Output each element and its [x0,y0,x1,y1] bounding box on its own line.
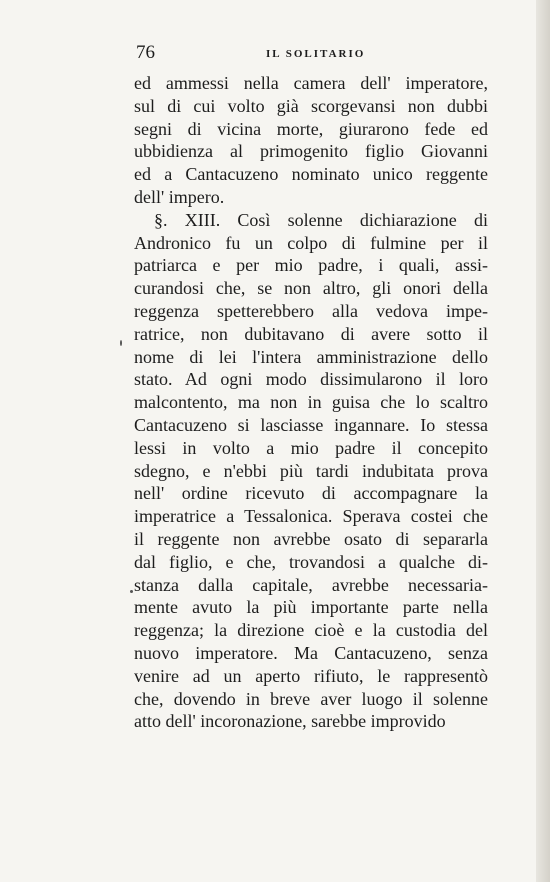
text-line: ed ammessi nella camera dell' imperatore, [134,73,488,93]
text-line: dell' impero. [134,186,225,207]
print-speck [130,590,133,593]
text-line: ed a Cantacuzeno nominato unico reggente [134,164,488,185]
text-line: reggenza spetterebbero alla vedova impe- [134,300,488,321]
text-line: atto dell' incoronazione, sarebbe improvido [134,711,446,732]
text-line: §. XIII. Così solenne dichiarazione di [154,209,488,230]
body-text [134,72,488,733]
text-line: sul di cui volto già scorgevansi non dubbi [134,95,488,116]
page-edge-shadow [536,0,550,882]
text-line: malcontento, ma non in guisa che lo scaltro [134,392,488,413]
text-line: ratrice, non dubitavano di avere sotto il [134,323,488,344]
text-line: stato. Ad ogni modo dissimularono il loro [134,369,488,390]
print-speck [120,340,122,346]
text-line: dal figlio, e che, trovandosi a qualche di- [134,551,488,572]
running-head: IL SOLITARIO [266,48,366,60]
paragraph-1 [134,72,488,209]
text-line: reggenza; la direzione cioè e la custodia del [134,620,488,641]
page-number: 76 [136,42,155,63]
text-line: mente avuto la più importante parte nella [134,597,488,618]
paragraph-2 [134,209,488,733]
text-line: imperatrice a Tessalonica. Sperava costei che [134,506,488,527]
text-line: Cantacuzeno si lasciasse ingannare. Io stessa [134,414,488,435]
text-line: segni di vicina morte, giurarono fede ed [134,118,488,139]
text-line: sdegno, e n'ebbi più tardi indubitata prova [134,460,488,481]
text-line: nome di lei l'intera amministrazione dello [134,346,488,367]
text-line: lessi in volto a mio padre il concepito [134,437,488,458]
text-line: Andronico fu un colpo di fulmine per il [134,232,488,253]
text-line: che, dovendo in breve aver luogo il solenne [134,688,488,709]
text-line: curandosi che, se non altro, gli onori della [134,278,488,299]
text-line: il reggente non avrebbe osato di separarla [134,528,488,549]
text-line: venire ad un aperto rifiuto, le rappresentò [134,665,488,686]
page-header [136,42,488,66]
text-line: nuovo imperatore. Ma Cantacuzeno, senza [134,642,488,663]
text-line: ubbidienza al primogenito figlio Giovanni [134,141,488,162]
text-line: stanza dalla capitale, avrebbe necessaria- [134,574,488,595]
text-line: patriarca e per mio padre, i quali, assi- [134,255,488,276]
text-line: nell' ordine ricevuto di accompagnare la [134,483,488,504]
